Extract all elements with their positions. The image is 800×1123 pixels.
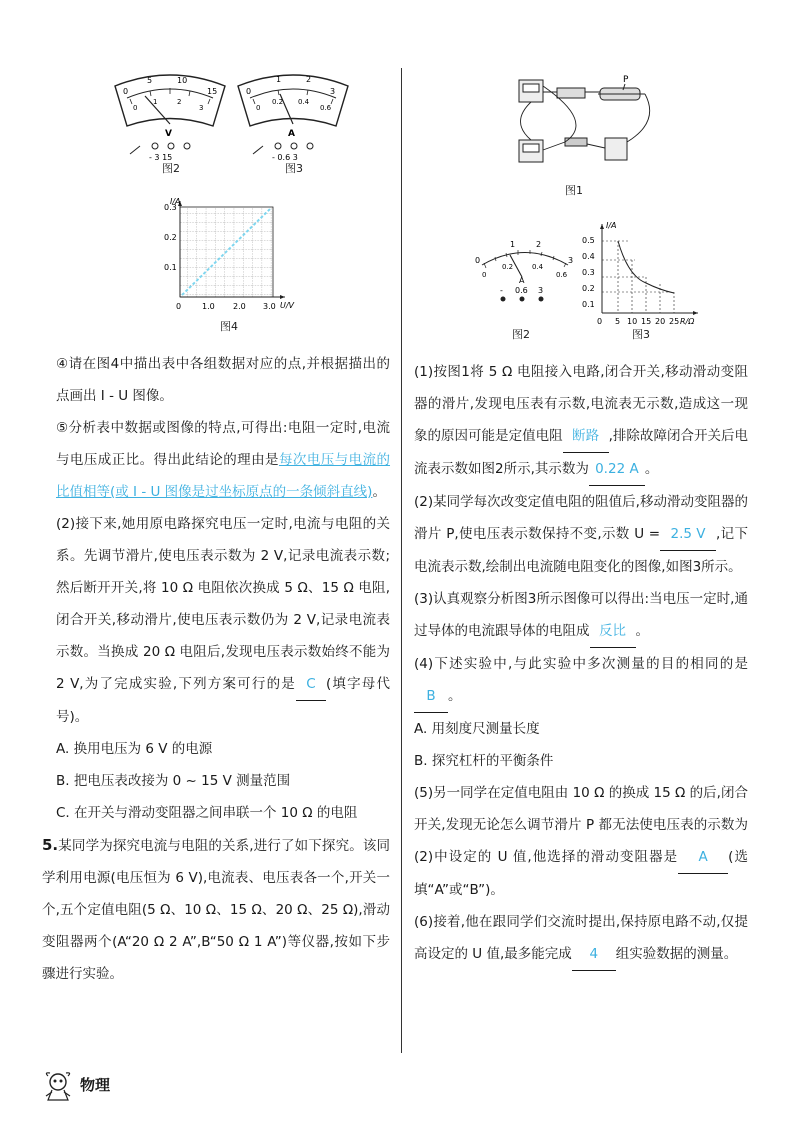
step-4-answer: B bbox=[414, 680, 448, 713]
fig2r-tick-3: 3 bbox=[568, 256, 574, 265]
fig4-xtick-0: 0 bbox=[176, 302, 182, 311]
part-2-paragraph bbox=[56, 508, 390, 733]
step-6-end: 组实验数据的测量。 bbox=[615, 946, 738, 962]
step-4-option-a: A. 用刻度尺测量长度 bbox=[414, 721, 540, 737]
step-1-end: 。 bbox=[644, 461, 659, 477]
fig4-ytick-0.1: 0.1 bbox=[164, 263, 177, 272]
part-2-end: (填字母代号)。 bbox=[56, 676, 390, 725]
fig3-caption: 图3 bbox=[285, 162, 303, 175]
fig3-ir-graph bbox=[580, 218, 710, 328]
step-3-end: 。 bbox=[635, 623, 649, 639]
fig3r-ytick-3: 0.2 bbox=[582, 284, 595, 293]
step-2-answer: 2.5 V bbox=[660, 518, 716, 551]
option-b: B. 把电压表改接为 0 ~ 15 V 测量范围 bbox=[56, 773, 291, 789]
fig3-tick-2: 2 bbox=[306, 75, 312, 84]
fig3-meter-letter: A bbox=[288, 129, 295, 139]
fig2-caption: 图2 bbox=[162, 162, 180, 175]
fig3-tick-low-0: 0 bbox=[256, 104, 261, 112]
fig3r-xtick-20: 20 bbox=[655, 317, 666, 326]
fig3r-ytick-4: 0.1 bbox=[582, 300, 595, 309]
fig2r-tick-1: 1 bbox=[510, 240, 516, 249]
step-5 bbox=[414, 777, 748, 906]
fig3-tick-3: 3 bbox=[330, 87, 336, 96]
step-2-end: ,记下电流表示数,绘制出电流随电阻变化的图像,如图3所示。 bbox=[414, 526, 748, 575]
mascot-logo bbox=[40, 1070, 76, 1104]
fig2r-tick-low-0: 0 bbox=[482, 271, 487, 279]
fig2r-tick-low-1: 0.2 bbox=[502, 263, 514, 271]
fig2-tick-10: 10 bbox=[177, 76, 188, 85]
fig1-p-label: P bbox=[623, 75, 629, 85]
fig2-tick-low-2: 2 bbox=[177, 98, 182, 106]
fig2-ammeter-reading bbox=[470, 235, 580, 310]
step-1-text: (1)按图1将 5 Ω 电阻接入电路,闭合开关,移动滑动变阻器的滑片,发现电压表有示数,电流表无示数,造成这一现象的原因可能是定值电阻 bbox=[414, 364, 748, 444]
fig2-tick-5: 5 bbox=[147, 76, 153, 85]
fig3r-xtick-5: 5 bbox=[615, 317, 621, 326]
fig3r-ytick-2: 0.3 bbox=[582, 268, 595, 277]
step-6-text: (6)接着,他在跟同学们交流时提出,保持原电路不动,仅提高设定的 U 值,最多能完成 bbox=[414, 914, 748, 962]
fig3-tick-low-3: 0.6 bbox=[320, 104, 332, 112]
fig3r-ytick-1: 0.4 bbox=[582, 252, 595, 261]
step-2 bbox=[414, 486, 748, 583]
fig2-terminals: - 3 15 bbox=[149, 153, 173, 162]
fig3r-y-label: I/A bbox=[606, 221, 617, 230]
fig4-xtick-2: 2.0 bbox=[233, 302, 246, 311]
step-5-answer: A bbox=[678, 841, 728, 874]
fig3-tick-0: 0 bbox=[246, 87, 252, 96]
fig2-tick-low-3: 3 bbox=[199, 104, 204, 112]
question-5-text: 某同学为探究电流与电阻的关系,进行了如下探究。该同学利用电源(电压恒为 6 V),电流表、电压表各一个,开关一个,五个定值电阻(5 Ω、10 Ω、15 Ω、20 Ω、25 Ω),滑动变阻器两个(A“20 Ω 2 A”,B“50 Ω 1 A”)等仪器,按如下步骤进行实验。 bbox=[42, 838, 390, 982]
fig4-caption: 图4 bbox=[220, 320, 238, 333]
item-4-paragraph: ④请在图4中描出表中各组数据对应的点,并根据描出的点画出 I - U 图像。 bbox=[56, 356, 390, 404]
step-4-end: 。 bbox=[448, 688, 462, 704]
fig4-ytick-0.3: 0.3 bbox=[164, 203, 177, 212]
step-3-text: (3)认真观察分析图3所示图像可以得出:当电压一定时,通过导体的电流跟导体的电阻成 bbox=[414, 591, 748, 639]
step-6-answer: 4 bbox=[572, 938, 616, 971]
fig4-xtick-1: 1.0 bbox=[202, 302, 215, 311]
step-5-end: (选填“A”或“B”)。 bbox=[414, 849, 748, 898]
fig2r-terminal-3: 3 bbox=[538, 286, 544, 295]
fig3r-ytick-0: 0.5 bbox=[582, 236, 595, 245]
fig3r-x-label: R/Ω bbox=[680, 317, 695, 326]
fig4-x-label: U/V bbox=[280, 301, 295, 310]
option-c: C. 在开关与滑动变阻器之间串联一个 10 Ω 的电阻 bbox=[56, 805, 358, 821]
fig4-y-label: I/A bbox=[170, 197, 181, 206]
fig3r-xtick-25: 25 bbox=[669, 317, 680, 326]
fig3r-caption: 图3 bbox=[632, 328, 650, 341]
option-a: A. 换用电压为 6 V 的电源 bbox=[56, 741, 213, 757]
step-1-mid: ,排除故障闭合开关后电流表示数如图2所示,其示数为 bbox=[414, 428, 748, 477]
fig2r-terminal-neg: - bbox=[500, 286, 503, 295]
step-4-option-b: B. 探究杠杆的平衡条件 bbox=[414, 753, 554, 769]
step-5-text: (5)另一同学在定值电阻由 10 Ω 的换成 15 Ω 的后,闭合开关,发现无论怎么调节滑片 P 都无法使电压表的示数为(2)中设定的 U 值,他选择的滑动变阻器是 bbox=[414, 785, 748, 865]
part-2-text: (2)接下来,她用原电路探究电压一定时,电流与电阻的关系。先调节滑片,使电压表示数为 2 V,记录电流表示数;然后断开开关,将 10 Ω 电阻依次换成 5 Ω、15 Ω 电阻,闭合开关,移动滑片,使电压表示数仍为 2 V,记录电流表示数。当换成 20 Ω 电阻后,发现电压表示数始终不能为 2 V,为了完成实验,下列方案可行的是 bbox=[56, 516, 390, 692]
fig4-xtick-3: 3.0 bbox=[263, 302, 276, 311]
fig2-meter-letter: V bbox=[165, 129, 172, 139]
item-5-answer: 每次电压与电流的比值相等(或 I - U 图像是过坐标原点的一条倾斜直线) bbox=[56, 452, 391, 500]
fig2r-tick-0: 0 bbox=[475, 256, 481, 265]
right-column-text bbox=[414, 356, 748, 971]
fig1-circuit bbox=[505, 72, 675, 182]
step-3-answer: 反比 bbox=[590, 615, 636, 648]
fig1-caption: 图1 bbox=[565, 184, 583, 197]
fig3r-xtick-15: 15 bbox=[641, 317, 652, 326]
step-4-text: (4)下述实验中,与此实验中多次测量的目的相同的是 bbox=[414, 656, 748, 672]
question-5 bbox=[42, 829, 390, 990]
step-4 bbox=[414, 648, 748, 713]
fig2r-meter-letter: A bbox=[519, 276, 525, 285]
item-5-end: 。 bbox=[372, 484, 386, 500]
step-6 bbox=[414, 906, 748, 971]
fig2r-tick-2: 2 bbox=[536, 240, 542, 249]
fig2-tick-0: 0 bbox=[123, 87, 129, 96]
step-1-answer-fault: 断路 bbox=[563, 420, 609, 453]
step-2-text: (2)某同学每次改变定值电阻的阻值后,移动滑动变阻器的滑片 P,使电压表示数保持不变,示数 U = bbox=[414, 494, 748, 542]
fig3-tick-low-1: 0.2 bbox=[272, 98, 284, 106]
fig3r-xtick-10: 10 bbox=[627, 317, 638, 326]
fig3-tick-low-2: 0.4 bbox=[298, 98, 310, 106]
fig2-tick-low-1: 1 bbox=[153, 98, 158, 106]
item-5-paragraph bbox=[56, 412, 390, 508]
step-1-answer-current: 0.22 A bbox=[589, 453, 645, 486]
fig2r-tick-low-3: 0.6 bbox=[556, 271, 568, 279]
fig3-terminals: - 0.6 3 bbox=[272, 153, 298, 162]
left-column-text bbox=[42, 348, 391, 990]
part-2-answer: C bbox=[296, 668, 326, 701]
fig2-tick-low-0: 0 bbox=[133, 104, 138, 112]
fig4-ytick-0.2: 0.2 bbox=[164, 233, 177, 242]
step-1 bbox=[414, 356, 748, 486]
fig3r-xtick-0: 0 bbox=[597, 317, 603, 326]
fig2r-terminal-06: 0.6 bbox=[515, 286, 528, 295]
question-5-number: 5. bbox=[42, 836, 59, 854]
column-divider bbox=[401, 68, 402, 1053]
fig4-iu-graph bbox=[150, 195, 310, 320]
fig2-tick-15: 15 bbox=[207, 87, 218, 96]
step-3 bbox=[414, 583, 748, 648]
subject-label: 物理 bbox=[80, 1076, 111, 1094]
fig2r-caption: 图2 bbox=[512, 328, 530, 341]
fig3-tick-1: 1 bbox=[276, 75, 282, 84]
fig2r-tick-low-2: 0.4 bbox=[532, 263, 544, 271]
item-5-text: ⑤分析表中数据或图像的特点,可得出:电阻一定时,电流与电压成正比。得出此结论的理由是 bbox=[56, 420, 390, 468]
